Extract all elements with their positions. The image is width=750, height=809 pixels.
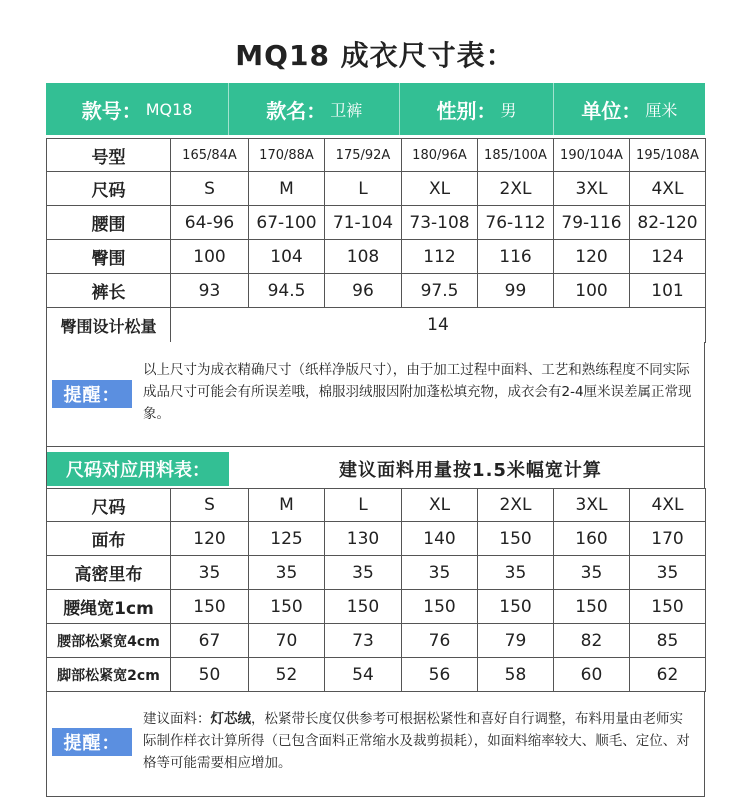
- fabric-section-label: 尺码对应用料表：: [47, 452, 229, 486]
- row-label: 高密里布: [47, 556, 171, 590]
- table-cell: 3XL: [554, 489, 630, 522]
- table-cell: 52: [249, 658, 325, 692]
- table-cell: XL: [402, 172, 478, 206]
- table-cell: 150: [630, 590, 706, 624]
- style-number-cell: [46, 83, 228, 135]
- table-cell: 130: [325, 522, 402, 556]
- table-row: [47, 274, 706, 308]
- table-cell: 58: [478, 658, 554, 692]
- table-cell: 76-112: [478, 206, 554, 240]
- table-cell: 180/96A: [402, 139, 478, 172]
- table-cell: 64-96: [171, 206, 249, 240]
- row-label: 脚部松紧宽2cm: [47, 658, 171, 692]
- table-cell: 60: [554, 658, 630, 692]
- table-cell: 73: [325, 624, 402, 658]
- row-label: 腰部松紧宽4cm: [47, 624, 171, 658]
- table-cell: 150: [478, 590, 554, 624]
- table-cell: S: [171, 172, 249, 206]
- table-cell: 79-116: [554, 206, 630, 240]
- style-number-value: MQ18: [145, 99, 193, 119]
- style-name-value: 卫裤: [330, 100, 363, 120]
- gender-cell: [399, 83, 552, 135]
- hip-ease-row: [47, 308, 706, 343]
- table-cell: 76: [402, 624, 478, 658]
- table-cell: 120: [171, 522, 249, 556]
- reminder-text-rest: ，松紧带长度仅供参考可根据松紧性和喜好自行调整，布料用量由老师实际制作样衣计算所得（已包含面料正常缩水及裁剪损耗），如面料缩率较大、顺毛、定位、对格等可能需要相应增加。: [143, 711, 690, 771]
- table-cell: 2XL: [478, 172, 554, 206]
- table-cell: 54: [325, 658, 402, 692]
- row-label: 尺码: [47, 489, 171, 522]
- table-cell: 35: [630, 556, 706, 590]
- table-cell: 112: [402, 240, 478, 274]
- table-cell: 4XL: [630, 172, 706, 206]
- table-row: [47, 240, 706, 274]
- reminder-box: [46, 342, 705, 447]
- table-cell: 35: [402, 556, 478, 590]
- table-cell: 96: [325, 274, 402, 308]
- table-row: [47, 624, 706, 658]
- table-row: [47, 522, 706, 556]
- table-cell: 124: [630, 240, 706, 274]
- table-cell: 85: [630, 624, 706, 658]
- row-label: 腰围: [47, 206, 171, 240]
- table-row: [47, 489, 706, 522]
- table-cell: 93: [171, 274, 249, 308]
- table-cell: 116: [478, 240, 554, 274]
- table-cell: 71-104: [325, 206, 402, 240]
- table-cell: 175/92A: [325, 139, 402, 172]
- table-row: [47, 590, 706, 624]
- table-cell: 101: [630, 274, 706, 308]
- table-cell: 94.5: [249, 274, 325, 308]
- gender-value: 男: [500, 100, 517, 120]
- table-cell: 67: [171, 624, 249, 658]
- style-name-cell: [228, 83, 399, 135]
- table-cell: 82-120: [630, 206, 706, 240]
- fabric-section-header: [46, 446, 705, 489]
- table-cell: 67-100: [249, 206, 325, 240]
- table-cell: 4XL: [630, 489, 706, 522]
- reminder-badge: 提醒：: [52, 380, 132, 408]
- reminder-text: 以上尺寸为成衣精确尺寸（纸样净版尺寸），由于加工过程中面料、工艺和熟练程度不同实际成品尺寸可能会有所误差哦，棉服羽绒服因附加蓬松填充物，成衣会有2-4厘米误差属正常现象。: [143, 362, 692, 422]
- style-number-label: 款号：: [81, 98, 142, 123]
- gender-label: 性别：: [436, 98, 497, 123]
- table-cell: 108: [325, 240, 402, 274]
- table-cell: M: [249, 172, 325, 206]
- table-cell: 170: [630, 522, 706, 556]
- table-cell: M: [249, 489, 325, 522]
- hip-ease-label: 臀围设计松量: [47, 308, 171, 343]
- table-cell: L: [325, 172, 402, 206]
- table-cell: XL: [402, 489, 478, 522]
- table-cell: 150: [249, 590, 325, 624]
- reminder-badge-2: 提醒：: [52, 728, 132, 756]
- reminder-box-2: [46, 692, 705, 797]
- style-name-label: 款名：: [266, 98, 327, 123]
- table-cell: 100: [554, 274, 630, 308]
- size-table: [46, 138, 706, 343]
- table-cell: 185/100A: [478, 139, 554, 172]
- reminder-text-fabric: 灯芯绒: [210, 711, 251, 727]
- table-cell: 82: [554, 624, 630, 658]
- table-cell: 79: [478, 624, 554, 658]
- table-cell: 165/84A: [171, 139, 249, 172]
- table-cell: 99: [478, 274, 554, 308]
- table-row: [47, 206, 706, 240]
- table-cell: 62: [630, 658, 706, 692]
- table-cell: 140: [402, 522, 478, 556]
- table-cell: 35: [554, 556, 630, 590]
- table-cell: 104: [249, 240, 325, 274]
- unit-label: 单位：: [581, 98, 642, 123]
- fabric-table: [46, 488, 706, 692]
- fabric-section-note: 建议面料用量按1.5米幅宽计算: [339, 460, 602, 481]
- row-label: 臀围: [47, 240, 171, 274]
- row-label: 裤长: [47, 274, 171, 308]
- table-row: [47, 139, 706, 172]
- table-cell: 150: [402, 590, 478, 624]
- table-row: [47, 172, 706, 206]
- reminder-text-2: [143, 708, 695, 774]
- row-label: 尺码: [47, 172, 171, 206]
- table-cell: 170/88A: [249, 139, 325, 172]
- hip-ease-value: 14: [171, 308, 706, 343]
- table-cell: 97.5: [402, 274, 478, 308]
- table-cell: 125: [249, 522, 325, 556]
- reminder-text-prefix: 建议面料：: [143, 711, 211, 727]
- table-cell: 35: [249, 556, 325, 590]
- table-row: [47, 556, 706, 590]
- table-cell: 190/104A: [554, 139, 630, 172]
- table-cell: 73-108: [402, 206, 478, 240]
- table-cell: 195/108A: [630, 139, 706, 172]
- table-cell: 100: [171, 240, 249, 274]
- table-cell: 120: [554, 240, 630, 274]
- table-cell: 150: [478, 522, 554, 556]
- page-title: MQ18 成衣尺寸表：: [235, 39, 515, 72]
- table-cell: 35: [478, 556, 554, 590]
- table-cell: L: [325, 489, 402, 522]
- table-cell: 150: [325, 590, 402, 624]
- table-cell: 2XL: [478, 489, 554, 522]
- table-cell: 70: [249, 624, 325, 658]
- product-info-bar: [46, 83, 705, 135]
- row-label: 号型: [47, 139, 171, 172]
- row-label: 腰绳宽1cm: [47, 590, 171, 624]
- row-label: 面布: [47, 522, 171, 556]
- table-cell: 56: [402, 658, 478, 692]
- table-cell: 160: [554, 522, 630, 556]
- table-row: [47, 658, 706, 692]
- table-cell: 3XL: [554, 172, 630, 206]
- unit-cell: [553, 83, 705, 135]
- table-cell: 150: [171, 590, 249, 624]
- table-cell: 150: [554, 590, 630, 624]
- unit-value: 厘米: [645, 100, 678, 120]
- table-cell: 35: [325, 556, 402, 590]
- table-cell: 50: [171, 658, 249, 692]
- table-cell: S: [171, 489, 249, 522]
- table-cell: 35: [171, 556, 249, 590]
